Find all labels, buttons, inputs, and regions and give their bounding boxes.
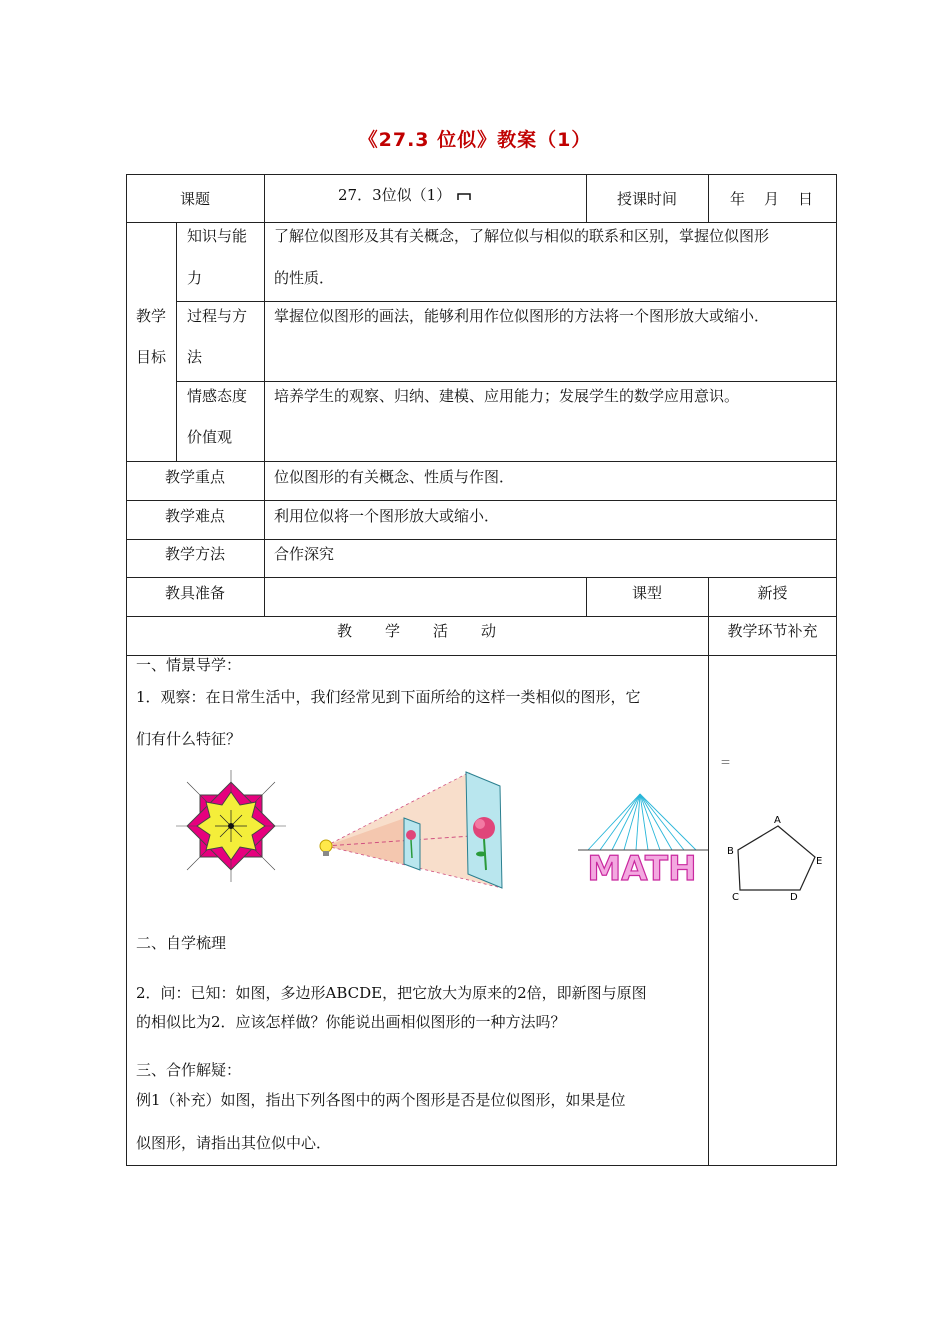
knowledge-text-1: 了解位似图形及其有关概念，了解位似与相似的联系和区别，掌握位似图形 — [274, 227, 770, 245]
side-mark: ＝ — [720, 756, 731, 769]
knowledge-label-1: 知识与能 — [187, 227, 248, 245]
question-2-line-2: 的相似比为2．应该怎样做？你能说出画相似图形的一种方法吗？ — [136, 1013, 566, 1031]
process-label-2: 法 — [187, 348, 203, 366]
time-value: 年 月 日 — [729, 190, 815, 208]
pentagon-label-c: C — [732, 892, 739, 903]
knowledge-text-2: 的性质． — [274, 269, 335, 287]
row-divider — [176, 301, 837, 302]
section-3-title: 三、合作解疑： — [136, 1061, 242, 1079]
row-divider — [126, 539, 837, 540]
example-1-line-1: 例1（补充）如图，指出下列各图中的两个图形是否是位似图形，如果是位 — [136, 1091, 626, 1109]
type-label: 课型 — [631, 584, 662, 602]
section-2-title: 二、自学梳理 — [136, 934, 227, 952]
question-1-line-1: 1．观察：在日常生活中，我们经常见到下面所给的这样一类相似的图形，它 — [136, 688, 641, 706]
topic-value — [338, 185, 472, 205]
type-value: 新授 — [757, 584, 788, 602]
math-word: MATH — [587, 849, 697, 887]
row-divider — [126, 500, 837, 501]
difficulty-text: 利用位似将一个图形放大或缩小． — [274, 507, 500, 525]
col-divider — [708, 577, 709, 1166]
tools-label: 教具准备 — [164, 584, 225, 602]
time-label: 授课时间 — [616, 190, 677, 208]
col-divider — [176, 222, 177, 461]
activity-header: 教 学 活 动 — [336, 622, 497, 640]
row-divider — [126, 577, 837, 578]
difficulty-label: 教学难点 — [164, 507, 225, 525]
star-figure — [176, 770, 286, 882]
pentagon-figure — [716, 812, 828, 904]
projection-figure — [310, 760, 530, 895]
objectives-label-2: 目标 — [135, 348, 166, 366]
row-divider — [176, 381, 837, 382]
row-divider — [126, 616, 837, 617]
cursor-mark-icon — [456, 190, 472, 202]
row-divider — [126, 461, 837, 462]
topic-label: 课题 — [179, 190, 210, 208]
attitude-label-2: 价值观 — [187, 428, 233, 446]
question-2-line-1: 2．问：已知：如图，多边形ABCDE，把它放大为原来的2倍，即新图与原图 — [136, 984, 647, 1002]
process-text: 掌握位似图形的画法，能够利用作位似图形的方法将一个图形放大或缩小． — [274, 307, 770, 325]
col-divider — [264, 174, 265, 222]
attitude-label-1: 情感态度 — [187, 387, 248, 405]
row-divider — [126, 222, 837, 223]
pentagon-label-e: E — [816, 856, 823, 867]
question-1-line-2: 们有什么特征？ — [136, 730, 242, 748]
attitude-text: 培养学生的观察、归纳、建模、应用能力；发展学生的数学应用意识。 — [274, 387, 740, 405]
pentagon-label-d: D — [790, 892, 798, 903]
process-label-1: 过程与方 — [187, 307, 248, 325]
math-figure — [578, 792, 708, 887]
key-label: 教学重点 — [164, 468, 225, 486]
key-text: 位似图形的有关概念、性质与作图． — [274, 468, 515, 486]
side-header: 教学环节补充 — [727, 622, 818, 640]
section-1-title: 一、情景导学： — [136, 656, 242, 674]
knowledge-label-2: 力 — [187, 269, 203, 287]
pentagon-label-b: B — [727, 846, 734, 857]
page-title: 《27.3 位似》教案（1） — [358, 129, 592, 151]
example-1-line-2: 似图形，请指出其位似中心． — [136, 1134, 332, 1152]
method-label: 教学方法 — [164, 545, 225, 563]
pentagon-label-a: A — [774, 815, 781, 826]
objectives-label-1: 教学 — [135, 307, 166, 325]
method-text: 合作深究 — [274, 545, 335, 563]
topic-value-text: 27．3位似（1） — [338, 186, 452, 204]
col-divider — [264, 222, 265, 616]
